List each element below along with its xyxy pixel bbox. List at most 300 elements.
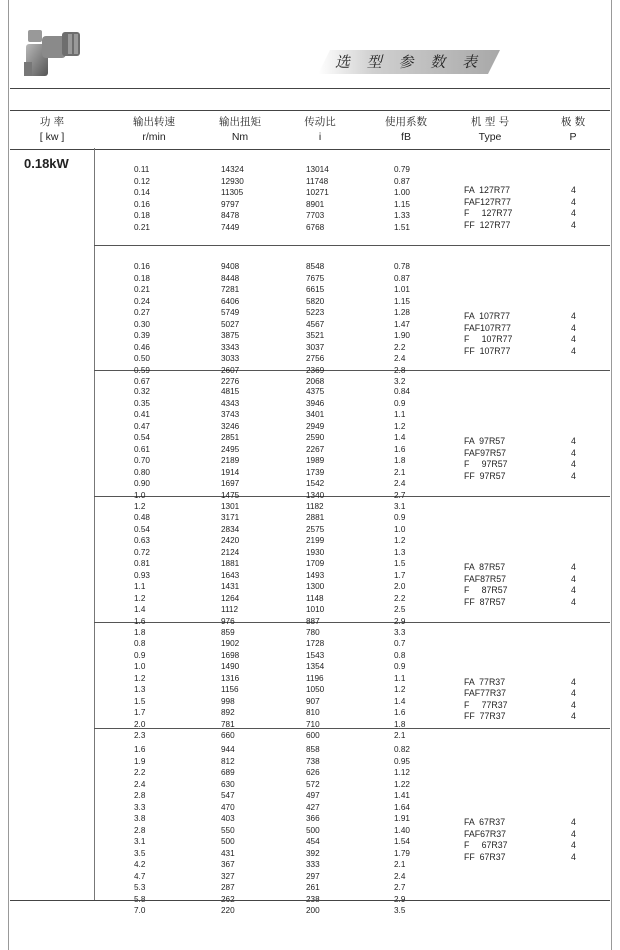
power-value: 0.18kW <box>24 156 69 171</box>
ratio-cell: 600 <box>306 731 320 740</box>
factor-cell: 1.28 <box>394 308 410 317</box>
type-cell: FF 127R77 <box>464 219 511 230</box>
factor-cell: 1.91 <box>394 814 410 823</box>
torque-cell: 327 <box>221 871 235 881</box>
header-speed <box>114 111 194 149</box>
ratio-cell: 497 <box>306 791 320 800</box>
type-row <box>94 585 610 597</box>
ratio-cell: 1739 <box>306 467 325 477</box>
table-group <box>94 728 610 915</box>
torque-cell: 1697 <box>221 479 240 488</box>
type-row <box>94 311 610 323</box>
speed-cell: 0.50 <box>134 354 150 363</box>
factor-cell: 0.8 <box>394 650 406 660</box>
header-factor-label: 使用系数 <box>385 116 427 128</box>
header-torque-label: 输出扭矩 <box>219 116 261 128</box>
torque-cell: 547 <box>221 791 235 800</box>
speed-cell: 2.2 <box>134 768 146 777</box>
poles-cell: 4 <box>571 322 576 333</box>
factor-cell: 1.6 <box>394 708 406 717</box>
poles-cell: 4 <box>571 828 576 839</box>
table-group <box>94 245 610 386</box>
speed-cell: 0.32 <box>134 387 150 396</box>
header-power <box>10 111 94 149</box>
speed-cell: 5.8 <box>134 894 146 904</box>
torque-cell: 4343 <box>221 398 240 408</box>
poles-cell: 4 <box>571 208 576 219</box>
factor-cell: 1.33 <box>394 211 410 220</box>
poles-cell: 4 <box>571 585 576 595</box>
poles-cell: 4 <box>571 817 576 827</box>
ratio-cell: 454 <box>306 837 320 846</box>
speed-cell: 1.2 <box>134 593 146 603</box>
torque-cell: 2834 <box>221 524 240 534</box>
type-cell: F 127R77 <box>464 208 513 219</box>
ratio-cell: 10271 <box>306 188 329 197</box>
ratio-cell: 1340 <box>306 490 325 500</box>
ratio-cell: 2199 <box>306 536 325 545</box>
ratio-cell: 13014 <box>306 165 329 174</box>
type-row <box>94 471 610 483</box>
factor-cell: 1.8 <box>394 456 406 465</box>
torque-cell: 1698 <box>221 650 240 660</box>
ratio-cell: 2267 <box>306 444 325 454</box>
factor-cell: 1.64 <box>394 802 410 812</box>
type-cell: F 107R77 <box>464 334 513 344</box>
factor-cell: 1.7 <box>394 570 406 580</box>
speed-cell: 0.14 <box>134 188 150 197</box>
ratio-cell: 366 <box>306 814 320 823</box>
poles-cell: 4 <box>571 711 576 721</box>
type-cell: FA 87R57 <box>464 562 506 572</box>
type-row <box>94 700 610 712</box>
ratio-cell: 8901 <box>306 199 325 209</box>
ratio-cell: 7703 <box>306 211 325 220</box>
speed-cell: 1.8 <box>134 628 146 637</box>
speed-cell: 3.5 <box>134 848 146 858</box>
type-row <box>94 688 610 700</box>
speed-cell: 0.11 <box>134 165 150 174</box>
ratio-cell: 1354 <box>306 662 325 671</box>
header-poles-unit: P <box>569 131 577 143</box>
torque-cell: 5027 <box>221 319 240 329</box>
speed-cell: 1.7 <box>134 708 146 717</box>
torque-cell: 1431 <box>221 582 240 591</box>
poles-cell: 4 <box>571 573 576 584</box>
speed-cell: 0.80 <box>134 467 150 477</box>
speed-cell: 0.18 <box>134 273 150 283</box>
speed-cell: 3.8 <box>134 814 146 823</box>
torque-cell: 2276 <box>221 377 240 386</box>
ratio-cell: 2575 <box>306 524 325 534</box>
type-row <box>94 711 610 723</box>
factor-cell: 1.47 <box>394 319 410 329</box>
poles-cell: 4 <box>571 676 576 687</box>
factor-cell: 0.84 <box>394 387 410 396</box>
torque-cell: 262 <box>221 894 235 904</box>
ratio-cell: 626 <box>306 768 320 777</box>
speed-cell: 0.39 <box>134 331 150 340</box>
torque-cell: 367 <box>221 860 235 869</box>
ratio-cell: 887 <box>306 616 320 626</box>
poles-cell: 4 <box>571 311 576 321</box>
torque-cell: 1881 <box>221 559 240 568</box>
factor-cell: 1.00 <box>394 188 410 197</box>
ratio-cell: 1709 <box>306 559 325 568</box>
speed-cell: 5.3 <box>134 883 146 892</box>
type-row <box>94 597 610 609</box>
header-power-unit: [ kw ] <box>39 131 65 143</box>
ratio-cell: 1182 <box>306 502 324 511</box>
type-row <box>94 220 610 232</box>
ratio-cell: 427 <box>306 802 320 812</box>
factor-cell: 1.0 <box>394 524 406 534</box>
factor-cell: 2.2 <box>394 342 406 352</box>
ratio-cell: 2369 <box>306 365 325 375</box>
factor-cell: 2.4 <box>394 354 406 363</box>
torque-cell: 11305 <box>221 188 244 197</box>
torque-cell: 1316 <box>221 673 240 683</box>
torque-cell: 9797 <box>221 199 240 209</box>
torque-cell: 2189 <box>221 456 240 465</box>
torque-cell: 976 <box>221 616 235 626</box>
banner-title: 选 型 参 数 表 <box>334 53 484 71</box>
speed-cell: 2.3 <box>134 731 146 740</box>
factor-cell: 1.2 <box>394 536 406 545</box>
poles-cell: 4 <box>571 688 576 698</box>
factor-cell: 1.2 <box>394 685 406 694</box>
type-cell: FF 77R37 <box>464 711 506 721</box>
ratio-cell: 238 <box>306 894 320 904</box>
type-row <box>94 346 610 358</box>
poles-cell: 4 <box>571 699 576 710</box>
torque-cell: 403 <box>221 814 235 823</box>
factor-cell: 2.1 <box>394 860 406 869</box>
speed-cell: 0.9 <box>134 650 146 660</box>
factor-cell: 2.7 <box>394 883 406 892</box>
speed-cell: 0.27 <box>134 308 150 317</box>
speed-cell: 1.6 <box>134 616 146 626</box>
torque-cell: 3033 <box>221 354 240 363</box>
poles-cell: 4 <box>571 334 576 344</box>
speed-cell: 4.2 <box>134 860 146 869</box>
ratio-cell: 7675 <box>306 273 325 283</box>
ratio-cell: 200 <box>306 906 320 915</box>
speed-cell: 0.54 <box>134 524 150 534</box>
type-cell: F 77R37 <box>464 699 508 710</box>
factor-cell: 0.9 <box>394 513 406 522</box>
factor-cell: 1.15 <box>394 296 410 306</box>
torque-cell: 2124 <box>221 547 240 557</box>
type-row <box>94 852 610 864</box>
table-group <box>94 496 610 637</box>
factor-cell: 2.9 <box>394 616 406 626</box>
speed-cell: 3.1 <box>134 837 146 846</box>
torque-cell: 3343 <box>221 342 240 352</box>
ratio-cell: 2756 <box>306 354 325 363</box>
factor-cell: 0.7 <box>394 639 406 648</box>
factor-cell: 0.87 <box>394 273 410 283</box>
speed-cell: 0.35 <box>134 398 150 408</box>
speed-cell: 0.12 <box>134 176 150 186</box>
ratio-cell: 1728 <box>306 639 325 648</box>
factor-cell: 0.95 <box>394 756 410 766</box>
type-row <box>94 448 610 460</box>
speed-cell: 0.90 <box>134 479 150 488</box>
torque-cell: 7281 <box>221 285 240 294</box>
factor-cell: 2.1 <box>394 731 406 740</box>
speed-cell: 1.0 <box>134 662 146 671</box>
ratio-cell: 780 <box>306 628 320 637</box>
speed-cell: 1.5 <box>134 696 146 706</box>
ratio-cell: 2068 <box>306 377 325 386</box>
ratio-cell: 11748 <box>306 176 329 186</box>
header-speed-unit: r/min <box>142 131 166 143</box>
speed-cell: 0.81 <box>134 559 150 568</box>
factor-cell: 2.0 <box>394 582 406 591</box>
torque-cell: 431 <box>221 848 235 858</box>
torque-cell: 2607 <box>221 365 240 375</box>
ratio-cell: 2590 <box>306 433 325 442</box>
poles-cell: 4 <box>571 436 576 446</box>
poles-cell: 4 <box>571 840 576 850</box>
factor-cell: 2.8 <box>394 365 406 375</box>
factor-cell: 2.5 <box>394 605 406 614</box>
header-ratio-unit: i <box>318 131 322 143</box>
header-torque-unit: Nm <box>231 131 249 143</box>
type-cell: F 87R57 <box>464 585 508 595</box>
ratio-cell: 1300 <box>306 582 325 591</box>
factor-cell: 1.1 <box>394 673 406 683</box>
torque-cell: 6406 <box>221 296 240 306</box>
torque-cell: 9408 <box>221 262 240 271</box>
torque-cell: 14324 <box>221 165 244 174</box>
speed-cell: 3.3 <box>134 802 146 812</box>
header-speed-label: 输出转速 <box>133 116 175 128</box>
torque-cell: 1902 <box>221 639 240 648</box>
ratio-cell: 2949 <box>306 421 325 431</box>
speed-cell: 0.18 <box>134 211 150 220</box>
factor-cell: 3.1 <box>394 502 406 511</box>
ratio-cell: 1543 <box>306 650 325 660</box>
type-cell: FAF67R37 <box>464 828 507 839</box>
type-cell: F 97R57 <box>464 459 508 469</box>
torque-cell: 1643 <box>221 570 240 580</box>
type-cell: FAF97R57 <box>464 447 507 458</box>
header-factor-unit: fB <box>401 131 411 143</box>
ratio-cell: 6768 <box>306 222 325 232</box>
factor-cell: 3.3 <box>394 628 406 637</box>
factor-cell: 0.78 <box>394 262 410 271</box>
torque-cell: 2420 <box>221 536 240 545</box>
type-cell: FA 67R37 <box>464 817 506 827</box>
factor-cell: 1.01 <box>394 285 410 294</box>
ratio-cell: 4375 <box>306 387 325 396</box>
header-ratio-label: 传动比 <box>304 116 336 128</box>
factor-cell: 0.9 <box>394 398 406 408</box>
torque-cell: 2495 <box>221 444 240 454</box>
header-factor <box>366 111 446 149</box>
ratio-cell: 1989 <box>306 456 325 465</box>
torque-cell: 1156 <box>221 685 239 694</box>
header-power-label: 功 率 <box>39 116 65 128</box>
torque-cell: 3875 <box>221 331 240 340</box>
factor-cell: 1.8 <box>394 719 406 729</box>
factor-cell: 1.22 <box>394 779 410 789</box>
torque-cell: 4815 <box>221 387 240 396</box>
type-row <box>94 817 610 829</box>
poles-cell: 4 <box>571 596 576 607</box>
ratio-cell: 738 <box>306 756 320 766</box>
type-row <box>94 323 610 335</box>
torque-cell: 859 <box>221 628 235 637</box>
factor-cell: 1.2 <box>394 421 406 431</box>
speed-cell: 0.70 <box>134 456 150 465</box>
torque-cell: 12930 <box>221 176 244 186</box>
speed-cell: 0.93 <box>134 570 150 580</box>
speed-cell: 2.8 <box>134 825 146 835</box>
type-cell: FA 97R57 <box>464 436 506 446</box>
speed-cell: 1.2 <box>134 502 146 511</box>
torque-cell: 8448 <box>221 273 240 283</box>
ratio-cell: 858 <box>306 745 320 754</box>
speed-cell: 1.4 <box>134 605 146 614</box>
torque-cell: 8478 <box>221 211 240 220</box>
ratio-cell: 5223 <box>306 308 325 317</box>
speed-cell: 1.0 <box>134 490 146 500</box>
torque-cell: 812 <box>221 756 235 766</box>
torque-cell: 998 <box>221 696 235 706</box>
speed-cell: 0.72 <box>134 547 150 557</box>
factor-cell: 1.79 <box>394 848 410 858</box>
factor-cell: 1.4 <box>394 433 406 442</box>
factor-cell: 0.79 <box>394 165 410 174</box>
speed-cell: 1.6 <box>134 745 146 754</box>
speed-cell: 0.46 <box>134 342 150 352</box>
ratio-cell: 1050 <box>306 685 325 694</box>
ratio-cell: 710 <box>306 719 320 729</box>
speed-cell: 0.30 <box>134 319 150 329</box>
factor-cell: 2.4 <box>394 479 406 488</box>
factor-cell: 2.7 <box>394 490 406 500</box>
type-cell: FF 87R57 <box>464 596 506 607</box>
ratio-cell: 1542 <box>306 479 325 488</box>
ratio-cell: 1148 <box>306 593 324 603</box>
factor-cell: 3.5 <box>394 906 406 915</box>
torque-cell: 2851 <box>221 433 240 442</box>
type-row <box>94 334 610 346</box>
speed-cell: 1.1 <box>134 582 146 591</box>
speed-cell: 0.41 <box>134 410 150 419</box>
torque-cell: 287 <box>221 883 235 892</box>
factor-cell: 3.2 <box>394 377 406 386</box>
speed-cell: 2.4 <box>134 779 146 789</box>
torque-cell: 220 <box>221 906 235 915</box>
ratio-cell: 5820 <box>306 296 325 306</box>
ratio-cell: 2881 <box>306 513 325 522</box>
torque-cell: 1914 <box>221 467 240 477</box>
table-header <box>10 110 610 150</box>
type-cell: FAF77R37 <box>464 688 507 698</box>
poles-cell: 4 <box>571 185 576 196</box>
torque-cell: 630 <box>221 779 235 789</box>
header-poles <box>540 111 606 149</box>
ratio-cell: 3037 <box>306 342 325 352</box>
header-model <box>450 111 530 149</box>
factor-cell: 1.15 <box>394 199 410 209</box>
factor-cell: 0.82 <box>394 745 410 754</box>
table-group <box>94 370 610 511</box>
type-cell: FA 107R77 <box>464 311 510 321</box>
header-model-unit: Type <box>478 131 502 143</box>
header-poles-label: 极 数 <box>560 116 586 128</box>
type-cell: FAF107R77 <box>464 322 511 333</box>
factor-cell: 1.51 <box>394 222 410 232</box>
type-cell: F 67R37 <box>464 840 508 850</box>
speed-cell: 0.21 <box>134 285 150 294</box>
ratio-cell: 1930 <box>306 547 325 557</box>
type-cell: FA 77R37 <box>464 676 506 687</box>
factor-cell: 2.4 <box>394 871 406 881</box>
speed-cell: 4.7 <box>134 871 146 881</box>
type-row <box>94 185 610 197</box>
torque-cell: 781 <box>221 719 235 729</box>
poles-cell: 4 <box>571 345 576 356</box>
factor-cell: 1.6 <box>394 444 406 454</box>
header-model-label: 机 型 号 <box>470 116 510 128</box>
torque-cell: 1112 <box>221 605 238 614</box>
type-cell: FA 127R77 <box>464 185 510 196</box>
speed-cell: 0.48 <box>134 513 150 522</box>
ratio-cell: 8548 <box>306 262 325 271</box>
torque-cell: 1490 <box>221 662 240 671</box>
torque-cell: 5749 <box>221 308 240 317</box>
ratio-cell: 1493 <box>306 570 325 580</box>
speed-cell: 0.47 <box>134 421 150 431</box>
torque-cell: 1264 <box>221 593 240 603</box>
poles-cell: 4 <box>571 851 576 862</box>
speed-cell: 0.61 <box>134 444 150 454</box>
torque-cell: 892 <box>221 708 235 717</box>
type-row <box>94 677 610 689</box>
torque-cell: 3743 <box>221 410 240 419</box>
factor-cell: 2.1 <box>394 467 406 477</box>
ratio-cell: 1196 <box>306 673 324 683</box>
ratio-cell: 572 <box>306 779 320 789</box>
factor-cell: 2.9 <box>394 894 406 904</box>
speed-cell: 2.0 <box>134 719 146 729</box>
speed-cell: 0.59 <box>134 365 150 375</box>
factor-cell: 1.12 <box>394 768 410 777</box>
poles-cell: 4 <box>571 447 576 458</box>
gear-motor-logo-icon <box>22 22 84 80</box>
speed-cell: 0.16 <box>134 262 150 271</box>
poles-cell: 4 <box>571 196 576 207</box>
torque-cell: 1301 <box>221 502 240 511</box>
table-group <box>94 148 610 246</box>
type-row <box>94 562 610 574</box>
ratio-cell: 3401 <box>306 410 325 419</box>
type-row <box>94 197 610 209</box>
type-row <box>94 436 610 448</box>
speed-cell: 1.2 <box>134 673 146 683</box>
factor-cell: 1.1 <box>394 410 406 419</box>
speed-cell: 0.8 <box>134 639 146 648</box>
torque-cell: 500 <box>221 837 235 846</box>
speed-cell: 0.21 <box>134 222 150 232</box>
torque-cell: 689 <box>221 768 235 777</box>
speed-cell: 0.24 <box>134 296 150 306</box>
